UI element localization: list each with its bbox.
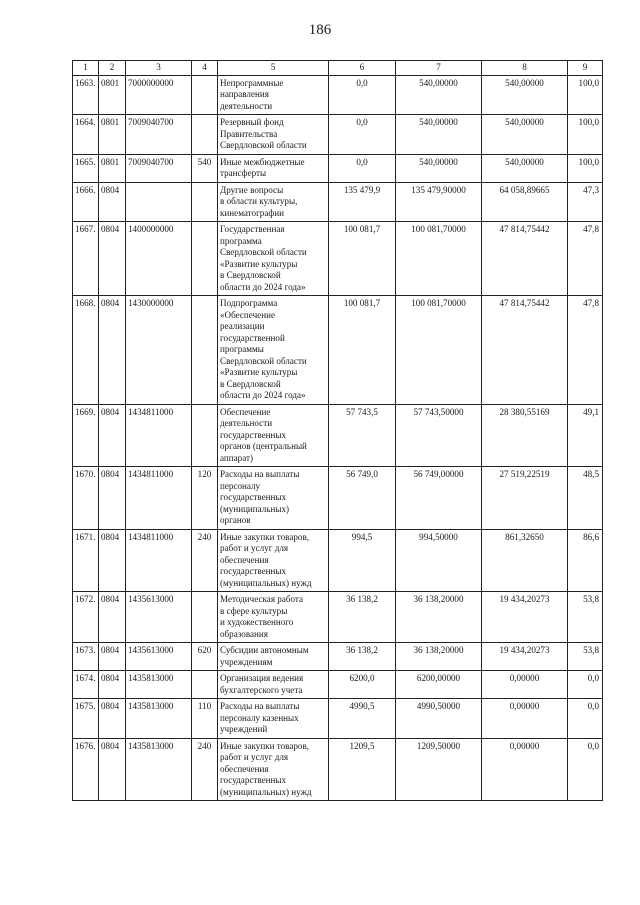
column-header: 3 [126, 61, 192, 76]
item-name-line: Обеспечение [220, 406, 271, 417]
page-number: 186 [308, 22, 332, 38]
table-row [73, 529, 603, 592]
item-name-line: программа [220, 235, 262, 246]
section-code-cell: 0804 [99, 738, 126, 801]
table-row [73, 404, 603, 467]
item-name-line: трансферты [220, 168, 267, 178]
executed-amount-cell: 540,00000 [482, 115, 568, 155]
item-name-line: Иные межбюджетные [220, 156, 305, 167]
approved-amount-cell: 4990,5 [329, 699, 396, 739]
article-code-cell: 7009040700 [126, 154, 192, 182]
execution-percent-cell: 48,5 [568, 467, 603, 530]
section-code-cell: 0804 [99, 699, 126, 739]
row-number-cell: 1667. [73, 222, 99, 296]
expense-type-cell: 620 [192, 643, 218, 671]
budget-table [72, 60, 603, 801]
executed-amount-cell: 540,00000 [482, 154, 568, 182]
table-row [73, 671, 603, 699]
expense-type-cell: 240 [192, 738, 218, 801]
expense-type-cell: 110 [192, 699, 218, 739]
item-name-line: Государственная [220, 224, 285, 234]
item-name-line: «Развитие культуры [220, 367, 298, 377]
execution-percent-cell: 100,0 [568, 154, 603, 182]
section-code-cell: 0804 [99, 404, 126, 467]
row-number-cell: 1674. [73, 671, 99, 699]
refined-amount-cell: 994,50000 [396, 529, 482, 592]
expense-type-cell: 120 [192, 467, 218, 530]
item-name-line: обеспечения [220, 763, 269, 774]
item-name-cell [218, 529, 329, 592]
item-name-cell [218, 115, 329, 155]
section-code-cell: 0801 [99, 115, 126, 155]
execution-percent-cell: 49,1 [568, 404, 603, 467]
refined-amount-cell: 100 081,70000 [396, 222, 482, 296]
refined-amount-cell: 1209,50000 [396, 738, 482, 801]
article-code-cell: 1435613000 [126, 592, 192, 643]
article-code-cell: 1430000000 [126, 296, 192, 405]
executed-amount-cell: 0,00000 [482, 699, 568, 739]
item-name-line: Организация ведения [220, 673, 304, 683]
item-name-cell [218, 75, 329, 115]
item-name-cell [218, 182, 329, 222]
expense-type-cell [192, 592, 218, 643]
item-name-line: и художественного [220, 617, 294, 627]
row-number-cell: 1671. [73, 529, 99, 592]
section-code-cell: 0804 [99, 643, 126, 671]
expense-type-cell [192, 404, 218, 467]
item-name-line: образования [220, 628, 268, 639]
column-header: 9 [568, 61, 603, 76]
item-name-line: обеспечения [220, 554, 269, 565]
article-code-cell: 1435613000 [126, 643, 192, 671]
item-name-line: Резервный фонд [220, 117, 284, 127]
row-number-cell: 1666. [73, 182, 99, 222]
section-code-cell: 0804 [99, 467, 126, 530]
item-name-line: учреждениям [220, 656, 273, 667]
executed-amount-cell: 0,00000 [482, 738, 568, 801]
article-code-cell: 7009040700 [126, 115, 192, 155]
executed-amount-cell: 27 519,22519 [482, 467, 568, 530]
refined-amount-cell: 6200,00000 [396, 671, 482, 699]
refined-amount-cell: 135 479,90000 [396, 182, 482, 222]
row-number-cell: 1663. [73, 75, 99, 115]
item-name-line: государственной [220, 332, 285, 343]
item-name-line: в области культуры, [220, 196, 298, 206]
item-name-line: персоналу [220, 480, 261, 491]
refined-amount-cell: 57 743,50000 [396, 404, 482, 467]
refined-amount-cell: 540,00000 [396, 154, 482, 182]
executed-amount-cell: 47 814,75442 [482, 222, 568, 296]
execution-percent-cell: 100,0 [568, 115, 603, 155]
item-name-line: Подпрограмма [220, 298, 278, 308]
section-code-cell: 0804 [99, 296, 126, 405]
column-header: 7 [396, 61, 482, 76]
refined-amount-cell: 56 749,00000 [396, 467, 482, 530]
expense-type-cell [192, 296, 218, 405]
section-code-cell: 0804 [99, 671, 126, 699]
refined-amount-cell: 36 138,20000 [396, 643, 482, 671]
item-name-cell [218, 738, 329, 801]
item-name-line: Другие вопросы [220, 184, 284, 195]
item-name-line: (муниципальных) [220, 503, 290, 514]
item-name-line: направления [220, 89, 269, 99]
table-row [73, 699, 603, 739]
item-name-line: реализации [220, 321, 265, 331]
executed-amount-cell: 861,32650 [482, 529, 568, 592]
item-name-line: органов (центральный [220, 441, 307, 451]
execution-percent-cell: 47,8 [568, 296, 603, 405]
column-header: 2 [99, 61, 126, 76]
article-code-cell: 1400000000 [126, 222, 192, 296]
item-name-line: Субсидии автономным [220, 645, 309, 655]
item-name-cell [218, 296, 329, 405]
row-number-cell: 1672. [73, 592, 99, 643]
item-name-line: бухгалтерского учета [220, 684, 303, 695]
header-row [73, 61, 603, 76]
item-name-line: государственных [220, 429, 287, 440]
executed-amount-cell: 64 058,89665 [482, 182, 568, 222]
item-name-cell [218, 671, 329, 699]
item-name-line: Свердловской области [220, 140, 307, 150]
expense-type-cell [192, 182, 218, 222]
execution-percent-cell: 47,8 [568, 222, 603, 296]
approved-amount-cell: 57 743,5 [329, 404, 396, 467]
executed-amount-cell: 540,00000 [482, 75, 568, 115]
executed-amount-cell: 0,00000 [482, 671, 568, 699]
approved-amount-cell: 0,0 [329, 75, 396, 115]
expense-type-cell [192, 222, 218, 296]
refined-amount-cell: 540,00000 [396, 115, 482, 155]
row-number-cell: 1665. [73, 154, 99, 182]
executed-amount-cell: 19 434,20273 [482, 592, 568, 643]
item-name-line: Методическая работа [220, 594, 304, 604]
table-row [73, 182, 603, 222]
executed-amount-cell: 47 814,75442 [482, 296, 568, 405]
execution-percent-cell: 0,0 [568, 671, 603, 699]
item-name-line: Иные закупки товаров, [220, 740, 310, 751]
item-name-line: учреждений [220, 724, 268, 734]
item-name-line: органов [220, 515, 251, 525]
row-number-cell: 1673. [73, 643, 99, 671]
article-code-cell: 1434811000 [126, 404, 192, 467]
item-name-line: в Свердловской [220, 270, 281, 280]
article-code-cell: 7000000000 [126, 75, 192, 115]
section-code-cell: 0804 [99, 222, 126, 296]
column-header: 5 [218, 61, 329, 76]
item-name-line: деятельности [220, 100, 273, 111]
expense-type-cell [192, 115, 218, 155]
execution-percent-cell: 53,8 [568, 592, 603, 643]
section-code-cell: 0804 [99, 529, 126, 592]
table-row [73, 222, 603, 296]
table-row [73, 592, 603, 643]
row-number-cell: 1675. [73, 699, 99, 739]
table-body [73, 61, 603, 801]
article-code-cell: 1435813000 [126, 699, 192, 739]
item-name-line: государственных [220, 775, 287, 785]
item-name-line: государственных [220, 492, 287, 502]
item-name-cell [218, 222, 329, 296]
item-name-line: (муниципальных) нужд [220, 786, 312, 797]
item-name-line: «Обеспечение [220, 309, 275, 320]
column-header: 6 [329, 61, 396, 76]
row-number-cell: 1670. [73, 467, 99, 530]
approved-amount-cell: 100 081,7 [329, 296, 396, 405]
approved-amount-cell: 994,5 [329, 529, 396, 592]
item-name-line: программы [220, 344, 264, 354]
table-row [73, 467, 603, 530]
section-code-cell: 0804 [99, 592, 126, 643]
approved-amount-cell: 0,0 [329, 115, 396, 155]
column-header: 8 [482, 61, 568, 76]
execution-percent-cell: 0,0 [568, 738, 603, 801]
execution-percent-cell: 86,6 [568, 529, 603, 592]
execution-percent-cell: 100,0 [568, 75, 603, 115]
article-code-cell: 1434811000 [126, 467, 192, 530]
item-name-line: Свердловской области [220, 355, 307, 366]
expense-type-cell [192, 671, 218, 699]
item-name-line: «Развитие культуры [220, 258, 298, 269]
item-name-cell [218, 404, 329, 467]
column-header: 4 [192, 61, 218, 76]
item-name-cell [218, 699, 329, 739]
item-name-line: Правительства [220, 128, 278, 139]
executed-amount-cell: 19 434,20273 [482, 643, 568, 671]
item-name-line: работ и услуг для [220, 752, 289, 762]
column-header: 1 [73, 61, 99, 76]
item-name-line: персоналу казенных [220, 712, 299, 723]
table-row [73, 738, 603, 801]
row-number-cell: 1668. [73, 296, 99, 405]
table-row [73, 115, 603, 155]
item-name-line: кинематографии [220, 207, 285, 218]
item-name-line: деятельности [220, 418, 273, 428]
approved-amount-cell: 1209,5 [329, 738, 396, 801]
approved-amount-cell: 0,0 [329, 154, 396, 182]
approved-amount-cell: 135 479,9 [329, 182, 396, 222]
section-code-cell: 0801 [99, 154, 126, 182]
section-code-cell: 0804 [99, 182, 126, 222]
approved-amount-cell: 36 138,2 [329, 643, 396, 671]
item-name-line: в сфере культуры [220, 605, 288, 616]
execution-percent-cell: 53,8 [568, 643, 603, 671]
approved-amount-cell: 36 138,2 [329, 592, 396, 643]
section-code-cell: 0801 [99, 75, 126, 115]
refined-amount-cell: 540,00000 [396, 75, 482, 115]
expense-type-cell: 540 [192, 154, 218, 182]
article-code-cell: 1435813000 [126, 671, 192, 699]
article-code-cell: 1435813000 [126, 738, 192, 801]
item-name-line: Непрограммные [220, 77, 284, 88]
expense-type-cell [192, 75, 218, 115]
approved-amount-cell: 6200,0 [329, 671, 396, 699]
item-name-line: аппарат) [220, 452, 254, 463]
item-name-line: Расходы на выплаты [220, 701, 300, 711]
execution-percent-cell: 47,3 [568, 182, 603, 222]
row-number-cell: 1676. [73, 738, 99, 801]
row-number-cell: 1669. [73, 404, 99, 467]
item-name-line: (муниципальных) нужд [220, 577, 312, 588]
table-row [73, 643, 603, 671]
item-name-cell [218, 643, 329, 671]
expense-type-cell: 240 [192, 529, 218, 592]
item-name-line: в Свердловской [220, 378, 281, 389]
item-name-line: государственных [220, 566, 287, 576]
executed-amount-cell: 28 380,55169 [482, 404, 568, 467]
refined-amount-cell: 36 138,20000 [396, 592, 482, 643]
table-row [73, 154, 603, 182]
item-name-cell [218, 154, 329, 182]
item-name-line: Свердловской области [220, 247, 307, 257]
approved-amount-cell: 56 749,0 [329, 467, 396, 530]
approved-amount-cell: 100 081,7 [329, 222, 396, 296]
table-row [73, 296, 603, 405]
item-name-line: области до 2024 года» [220, 390, 306, 400]
article-code-cell: 1434811000 [126, 529, 192, 592]
item-name-line: Иные закупки товаров, [220, 531, 310, 542]
execution-percent-cell: 0,0 [568, 699, 603, 739]
item-name-line: Расходы на выплаты [220, 469, 300, 479]
table-row [73, 75, 603, 115]
article-code-cell [126, 182, 192, 222]
item-name-cell [218, 467, 329, 530]
item-name-cell [218, 592, 329, 643]
row-number-cell: 1664. [73, 115, 99, 155]
item-name-line: работ и услуг для [220, 543, 289, 553]
refined-amount-cell: 4990,50000 [396, 699, 482, 739]
item-name-line: области до 2024 года» [220, 281, 306, 292]
refined-amount-cell: 100 081,70000 [396, 296, 482, 405]
